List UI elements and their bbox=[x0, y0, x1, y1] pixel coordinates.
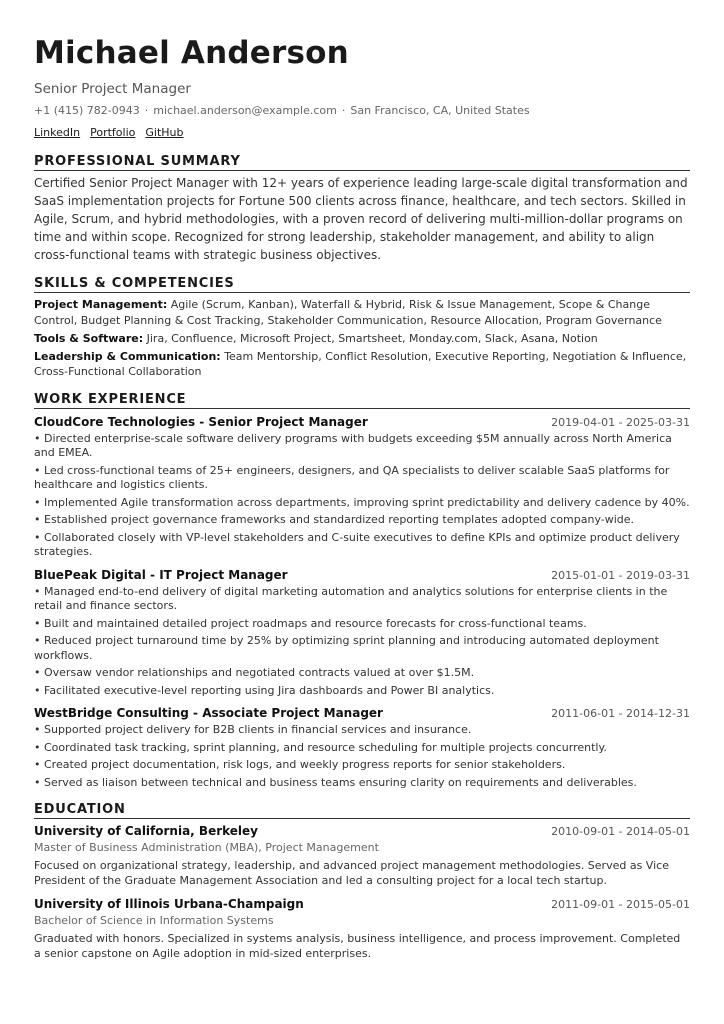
job-bullet: • Facilitated executive-level reporting using Jira dashboards and Power BI analytics. bbox=[34, 684, 690, 699]
separator: · bbox=[341, 104, 346, 117]
education-heading: EDUCATION bbox=[34, 802, 690, 819]
job-bullet: • Coordinated task tracking, sprint planning, and resource scheduling for multiple projects concurrently. bbox=[34, 741, 690, 756]
job-header bbox=[34, 705, 690, 721]
job-bullet: • Built and maintained detailed project roadmaps and resource forecasts for cross-functional teams. bbox=[34, 617, 690, 632]
job-bullet: • Led cross-functional teams of 25+ engineers, designers, and QA specialists to deliver scalable SaaS platforms for healthcare and logistics clients. bbox=[34, 464, 690, 493]
portfolio-link[interactable]: Portfolio bbox=[90, 126, 136, 139]
job-entry bbox=[34, 414, 690, 560]
degree: Bachelor of Science in Information Systems bbox=[34, 914, 274, 927]
skill-group bbox=[34, 297, 690, 328]
skill-label: Leadership & Communication: bbox=[34, 349, 221, 363]
job-bullet: • Managed end-to-end delivery of digital marketing automation and analytics solutions for enterprise clients in the retail and finance sectors. bbox=[34, 585, 690, 614]
contact-line bbox=[34, 104, 690, 118]
phone: +1 (415) 782-0943 bbox=[34, 104, 140, 117]
job-bullet: • Oversaw vendor relationships and negotiated contracts valued at over $1.5M. bbox=[34, 666, 690, 681]
job-bullet: • Served as liaison between technical and business teams ensuring clarity on requirements and deliverables. bbox=[34, 776, 690, 791]
job-bullet: • Established project governance frameworks and standardized reporting templates adopted company-wide. bbox=[34, 513, 690, 528]
job-bullet: • Implemented Agile transformation across departments, improving sprint predictability and delivery cadence by 40%. bbox=[34, 496, 690, 511]
github-link[interactable]: GitHub bbox=[145, 126, 184, 139]
education-description: Graduated with honors. Specialized in systems analysis, business intelligence, and process improvement. Completed a senior capstone on Agile adoption in mid-sized enterprises. bbox=[34, 932, 681, 960]
skill-label: Tools & Software: bbox=[34, 331, 144, 345]
skills-heading: SKILLS & COMPETENCIES bbox=[34, 276, 690, 293]
job-bullet: • Supported project delivery for B2B clients in financial services and insurance. bbox=[34, 723, 690, 738]
school-name: University of Illinois Urbana-Champaign bbox=[34, 897, 304, 911]
candidate-name: Michael Anderson bbox=[34, 35, 349, 71]
job-bullets bbox=[34, 723, 690, 790]
separator: · bbox=[144, 104, 149, 117]
job-title: CloudCore Technologies - Senior Project Manager bbox=[34, 414, 368, 429]
degree: Master of Business Administration (MBA), Project Management bbox=[34, 841, 379, 854]
job-header bbox=[34, 567, 690, 583]
job-bullet: • Created project documentation, risk logs, and weekly progress reports for senior stakeholders. bbox=[34, 758, 690, 773]
job-entry bbox=[34, 705, 690, 790]
experience-heading: WORK EXPERIENCE bbox=[34, 392, 690, 409]
job-bullet: • Reduced project turnaround time by 25% by optimizing sprint planning and introducing automated deployment workflows. bbox=[34, 634, 690, 663]
skill-text: Jira, Confluence, Microsoft Project, Smartsheet, Monday.com, Slack, Asana, Notion bbox=[146, 331, 598, 345]
job-dates: 2019-04-01 - 2025-03-31 bbox=[551, 415, 690, 429]
skill-group bbox=[34, 331, 690, 347]
school-name: University of California, Berkeley bbox=[34, 824, 258, 838]
skill-text: Agile (Scrum, Kanban), Waterfall & Hybrid, Risk & Issue Management, Scope & Change Control, Budget Planning & Cost Tracking, Stakeholder Communication, Resource Allocation, Program Governance bbox=[34, 298, 662, 327]
email[interactable]: michael.anderson@example.com bbox=[153, 104, 337, 117]
skills-list bbox=[34, 297, 690, 380]
summary-heading: PROFESSIONAL SUMMARY bbox=[34, 154, 690, 171]
summary-text: Certified Senior Project Manager with 12+ years of experience leading large-scale digital transformation and SaaS implementation projects for Fortune 500 clients across finance, healthcare, and tech sectors. Skilled in Agile, Scrum, and hybrid methodologies, with a proven record of delivering multi-million-dollar programs on time and within scope. Recognized for strong leadership, stakeholder management, and ability to align cross-functional teams with strategic business objectives. bbox=[34, 176, 688, 262]
job-bullet: • Collaborated closely with VP-level stakeholders and C-suite executives to define KPIs and optimize product delivery strategies. bbox=[34, 531, 690, 560]
job-bullet: • Directed enterprise-scale software delivery programs with budgets exceeding $5M annually across North America and EMEA. bbox=[34, 432, 690, 461]
education-header bbox=[34, 823, 690, 839]
education-description: Focused on organizational strategy, leadership, and advanced project management methodologies. Served as Vice President of the Graduate Management Association and led a consulting project for a local tech startup. bbox=[34, 859, 669, 887]
education-entry bbox=[34, 823, 690, 888]
job-bullets bbox=[34, 585, 690, 699]
location: San Francisco, CA, United States bbox=[350, 104, 530, 117]
job-header bbox=[34, 414, 690, 430]
job-dates: 2015-01-01 - 2019-03-31 bbox=[551, 568, 690, 582]
job-bullets bbox=[34, 432, 690, 560]
linkedin-link[interactable]: LinkedIn bbox=[34, 126, 81, 139]
job-entry bbox=[34, 567, 690, 699]
education-dates: 2011-09-01 - 2015-05-01 bbox=[551, 898, 690, 911]
job-title: WestBridge Consulting - Associate Project Manager bbox=[34, 706, 383, 720]
job-dates: 2011-06-01 - 2014-12-31 bbox=[551, 707, 690, 720]
profile-links bbox=[34, 126, 690, 140]
skill-text: Team Mentorship, Conflict Resolution, Executive Reporting, Negotiation & Influence, Cross-Functional Collaboration bbox=[34, 349, 687, 378]
skill-group bbox=[34, 349, 690, 380]
job-title: BluePeak Digital - IT Project Manager bbox=[34, 567, 288, 582]
skill-label: Project Management: bbox=[34, 298, 168, 311]
education-header bbox=[34, 896, 690, 912]
candidate-title: Senior Project Manager bbox=[34, 81, 191, 97]
education-dates: 2010-09-01 - 2014-05-01 bbox=[551, 825, 690, 838]
education-entry bbox=[34, 896, 690, 961]
